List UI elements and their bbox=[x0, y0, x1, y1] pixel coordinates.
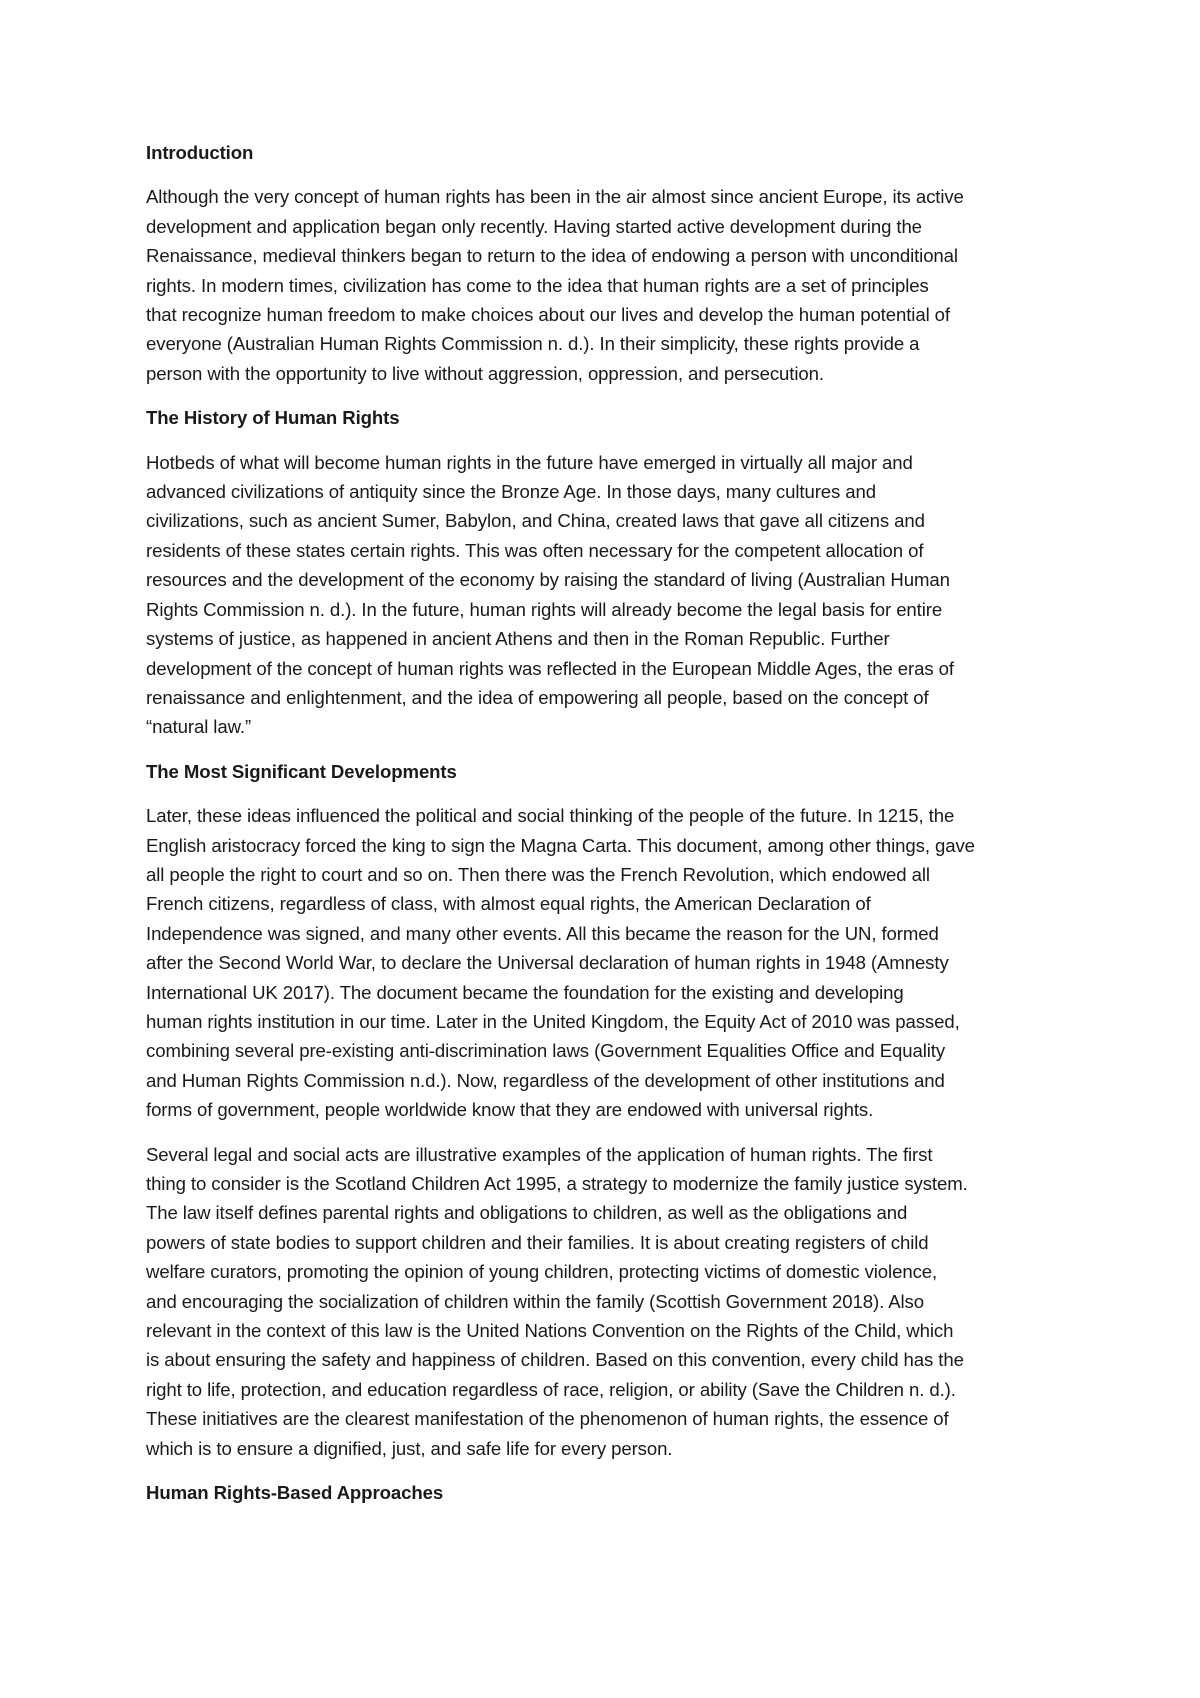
text-line: human rights institution in our time. Later in the United Kingdom, the Equity Act of 2010 was passed, bbox=[146, 1010, 960, 1032]
text-line: Renaissance, medieval thinkers began to return to the idea of endowing a person with unconditional bbox=[146, 245, 958, 267]
text-line: English aristocracy forced the king to sign the Magna Carta. This document, among other things, gave bbox=[146, 834, 975, 856]
text-line: which is to ensure a dignified, just, and safe life for every person. bbox=[146, 1437, 673, 1459]
text-line: advanced civilizations of antiquity since the Bronze Age. In those days, many cultures and bbox=[146, 481, 877, 503]
text-line: “natural law.” bbox=[146, 716, 252, 738]
text-line: French citizens, regardless of class, with almost equal rights, the American Declaration of bbox=[146, 893, 871, 915]
body-paragraph bbox=[146, 801, 1070, 1124]
text-line: resources and the development of the economy by raising the standard of living (Australian Human bbox=[146, 569, 950, 591]
text-line: and encouraging the socialization of children within the family (Scottish Government 2018). Also bbox=[146, 1290, 924, 1312]
section-heading: Human Rights-Based Approaches bbox=[146, 1482, 444, 1504]
text-line: right to life, protection, and education regardless of race, religion, or ability (Save the Children n. d.). bbox=[146, 1378, 956, 1400]
text-line: rights. In modern times, civilization has come to the idea that human rights are a set of principles bbox=[146, 274, 929, 296]
text-line: civilizations, such as ancient Sumer, Babylon, and China, created laws that gave all citizens and bbox=[146, 510, 925, 532]
text-line: renaissance and enlightenment, and the idea of empowering all people, based on the concept of bbox=[146, 686, 929, 708]
text-line: is about ensuring the safety and happiness of children. Based on this convention, every child has the bbox=[146, 1349, 964, 1371]
text-line: systems of justice, as happened in ancient Athens and then in the Roman Republic. Further bbox=[146, 628, 890, 650]
text-line: everyone (Australian Human Rights Commission n. d.). In their simplicity, these rights provide a bbox=[146, 333, 920, 355]
section-heading: Introduction bbox=[146, 142, 254, 163]
text-line: Independence was signed, and many other events. All this became the reason for the UN, formed bbox=[146, 922, 939, 944]
document-page bbox=[146, 138, 1070, 1522]
text-line: Rights Commission n. d.). In the future, human rights will already become the legal basis for entire bbox=[146, 598, 943, 620]
body-paragraph bbox=[146, 448, 1070, 742]
text-line: These initiatives are the clearest manifestation of the phenomenon of human rights, the essence of bbox=[146, 1408, 949, 1430]
text-line: development of the concept of human rights was reflected in the European Middle Ages, the eras of bbox=[146, 657, 954, 679]
text-line: welfare curators, promoting the opinion of young children, protecting victims of domestic violence, bbox=[146, 1261, 938, 1283]
text-line: person with the opportunity to live without aggression, oppression, and persecution. bbox=[146, 362, 824, 384]
text-line: Later, these ideas influenced the political and social thinking of the people of the future. In 1215, the bbox=[146, 805, 955, 827]
body-paragraph bbox=[146, 1140, 1070, 1463]
text-line: and Human Rights Commission n.d.). Now, regardless of the development of other institutions and bbox=[146, 1069, 945, 1091]
text-line: relevant in the context of this law is the United Nations Convention on the Rights of the Child, which bbox=[146, 1320, 954, 1342]
text-line: that recognize human freedom to make choices about our lives and develop the human potential of bbox=[146, 304, 950, 326]
text-line: The law itself defines parental rights and obligations to children, as well as the obligations and bbox=[146, 1202, 908, 1224]
text-line: International UK 2017). The document became the foundation for the existing and developing bbox=[146, 981, 904, 1003]
text-line: Although the very concept of human rights has been in the air almost since ancient Europe, its active bbox=[146, 186, 964, 208]
text-line: all people the right to court and so on. Then there was the French Revolution, which endowed all bbox=[146, 863, 930, 885]
section-heading: The History of Human Rights bbox=[146, 407, 400, 429]
text-line: combining several pre-existing anti-discrimination laws (Government Equalities Office and Equality bbox=[146, 1040, 946, 1062]
section-heading: The Most Significant Developments bbox=[146, 760, 457, 782]
text-line: Hotbeds of what will become human rights in the future have emerged in virtually all major and bbox=[146, 451, 913, 473]
text-line: forms of government, people worldwide know that they are endowed with universal rights. bbox=[146, 1099, 874, 1121]
text-line: thing to consider is the Scotland Children Act 1995, a strategy to modernize the family justice system. bbox=[146, 1173, 968, 1194]
text-line: residents of these states certain rights. This was often necessary for the competent allocation of bbox=[146, 539, 924, 561]
text-line: Several legal and social acts are illustrative examples of the application of human rights. The first bbox=[146, 1143, 933, 1165]
text-line: development and application began only recently. Having started active development during the bbox=[146, 215, 922, 237]
body-paragraph bbox=[146, 182, 1070, 388]
text-line: after the Second World War, to declare the Universal declaration of human rights in 1948 (Amnesty bbox=[146, 952, 949, 974]
text-line: powers of state bodies to support children and their families. It is about creating registers of child bbox=[146, 1231, 929, 1253]
